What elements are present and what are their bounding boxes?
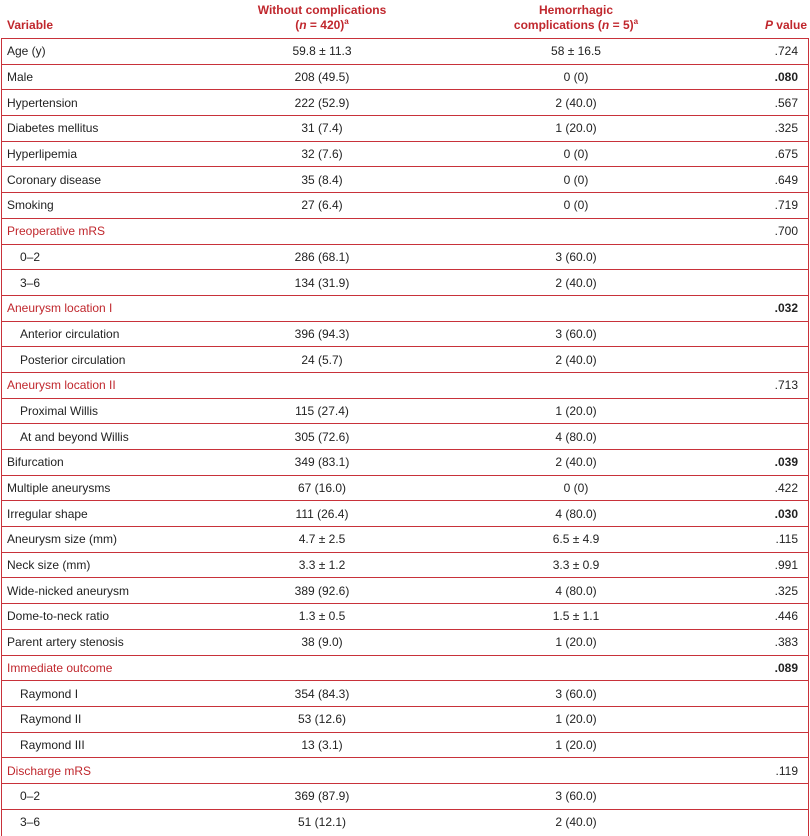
without-complications-value: 32 (7.6) bbox=[301, 147, 343, 162]
p-value: .719 bbox=[774, 198, 798, 213]
p-value: .422 bbox=[774, 481, 798, 496]
without-complications-value: 354 (84.3) bbox=[294, 686, 350, 701]
table-row bbox=[2, 192, 808, 218]
group-size: = 5) bbox=[609, 18, 634, 32]
p-value: .991 bbox=[774, 558, 798, 573]
p-value: .724 bbox=[774, 44, 798, 59]
hemorrhagic-complications-value: 0 (0) bbox=[563, 481, 589, 496]
without-complications-value: 59.8 ± 11.3 bbox=[292, 44, 352, 59]
variable-label: Posterior circulation bbox=[20, 352, 126, 367]
without-complications-value: 349 (83.1) bbox=[294, 455, 350, 470]
p-value: .446 bbox=[774, 609, 798, 624]
table-row bbox=[2, 603, 808, 629]
without-complications-value: 286 (68.1) bbox=[294, 249, 350, 264]
section-label: Aneurysm location I bbox=[7, 301, 113, 316]
variable-label: Proximal Willis bbox=[20, 403, 98, 418]
p-value: .119 bbox=[775, 763, 798, 778]
p-value: .039 bbox=[774, 455, 798, 470]
table-row bbox=[2, 629, 808, 655]
without-complications-value: 53 (12.6) bbox=[297, 712, 347, 727]
hemorrhagic-complications-value: 58 ± 16.5 bbox=[551, 44, 601, 59]
paren-open: ( bbox=[295, 18, 300, 32]
variable-label: Male bbox=[7, 70, 34, 85]
without-complications-value: 134 (31.9) bbox=[294, 275, 350, 290]
hemorrhagic-complications-value: 2 (40.0) bbox=[555, 455, 597, 470]
section-label: Discharge mRS bbox=[7, 763, 92, 778]
without-complications-value: 1.3 ± 0.5 bbox=[298, 609, 346, 624]
header-hemorrhagic-title: Hemorrhagic bbox=[538, 3, 614, 17]
table-row bbox=[2, 141, 808, 167]
table-body bbox=[1, 38, 809, 836]
table-row bbox=[2, 38, 808, 64]
variable-label: Anterior circulation bbox=[20, 326, 120, 341]
hemorrhagic-complications-value: 4 (80.0) bbox=[555, 506, 597, 521]
p-value: .675 bbox=[774, 147, 798, 162]
header-without-complications-title: Without complications bbox=[257, 3, 387, 17]
variable-label: At and beyond Willis bbox=[20, 429, 129, 444]
p-value: .080 bbox=[774, 70, 798, 85]
hemorrhagic-complications-value: 0 (0) bbox=[563, 70, 589, 85]
without-complications-value: 111 (26.4) bbox=[295, 506, 349, 521]
without-complications-value: 67 (16.0) bbox=[297, 481, 347, 496]
variable-label: Diabetes mellitus bbox=[7, 121, 99, 136]
table-row bbox=[2, 577, 808, 603]
variable-label: Hypertension bbox=[7, 95, 78, 110]
footnote-marker: a bbox=[344, 17, 349, 26]
table-section-row bbox=[2, 655, 808, 681]
table-subrow bbox=[2, 732, 808, 758]
hemorrhagic-complications-value: 2 (40.0) bbox=[555, 275, 597, 290]
variable-label: Coronary disease bbox=[7, 172, 102, 187]
without-complications-value: 3.3 ± 1.2 bbox=[298, 558, 346, 573]
table-subrow bbox=[2, 321, 808, 347]
table-subrow bbox=[2, 269, 808, 295]
table-subrow bbox=[2, 398, 808, 424]
p-value: .567 bbox=[774, 95, 798, 110]
variable-label: Aneurysm size (mm) bbox=[7, 532, 118, 547]
hemorrhagic-complications-value: 6.5 ± 4.9 bbox=[552, 532, 600, 547]
group-size: = 420) bbox=[306, 18, 345, 32]
table-row bbox=[2, 64, 808, 90]
p-value: .383 bbox=[774, 635, 798, 650]
without-complications-value: 51 (12.1) bbox=[297, 814, 347, 829]
hemorrhagic-complications-value: 0 (0) bbox=[563, 198, 589, 213]
hemorrhagic-complications-value: 1 (20.0) bbox=[555, 403, 597, 418]
table-row bbox=[2, 89, 808, 115]
without-complications-value: 38 (9.0) bbox=[301, 635, 343, 650]
without-complications-value: 369 (87.9) bbox=[294, 789, 350, 804]
without-complications-value: 27 (6.4) bbox=[301, 198, 343, 213]
table-row bbox=[2, 115, 808, 141]
without-complications-value: 13 (3.1) bbox=[301, 737, 343, 752]
n-symbol: n bbox=[299, 18, 307, 32]
without-complications-value: 396 (94.3) bbox=[294, 326, 350, 341]
n-symbol: n bbox=[601, 18, 610, 32]
variable-label: 3–6 bbox=[20, 275, 41, 290]
variable-label: 0–2 bbox=[20, 789, 41, 804]
section-label: Preoperative mRS bbox=[7, 224, 106, 239]
hemorrhagic-complications-value: 3.3 ± 0.9 bbox=[552, 558, 600, 573]
p-value: .700 bbox=[774, 224, 798, 239]
variable-label: Irregular shape bbox=[7, 506, 88, 521]
without-complications-value: 222 (52.9) bbox=[294, 95, 350, 110]
title-continued: complications ( bbox=[513, 18, 602, 32]
hemorrhagic-complications-value: 1 (20.0) bbox=[555, 635, 597, 650]
variable-label: Raymond III bbox=[20, 737, 85, 752]
hemorrhagic-complications-value: 1 (20.0) bbox=[555, 737, 597, 752]
variable-label: Parent artery stenosis bbox=[7, 635, 124, 650]
variable-label: 0–2 bbox=[20, 249, 41, 264]
p-value-label: value bbox=[772, 18, 807, 32]
header-p-value bbox=[765, 18, 807, 32]
header-variable: Variable bbox=[7, 18, 54, 32]
table-subrow bbox=[2, 244, 808, 270]
table-row bbox=[2, 475, 808, 501]
hemorrhagic-complications-value: 3 (60.0) bbox=[555, 249, 597, 264]
table-subrow bbox=[2, 423, 808, 449]
hemorrhagic-complications-value: 1.5 ± 1.1 bbox=[552, 609, 600, 624]
table-row bbox=[2, 526, 808, 552]
table-section-row bbox=[2, 757, 808, 783]
without-complications-value: 208 (49.5) bbox=[294, 70, 350, 85]
table-row bbox=[2, 449, 808, 475]
hemorrhagic-complications-value: 1 (20.0) bbox=[555, 712, 597, 727]
table-section-row bbox=[2, 372, 808, 398]
variable-label: Bifurcation bbox=[7, 455, 64, 470]
without-complications-value: 35 (8.4) bbox=[301, 172, 343, 187]
hemorrhagic-complications-value: 3 (60.0) bbox=[555, 326, 597, 341]
p-value: .089 bbox=[774, 660, 798, 675]
hemorrhagic-complications-value: 0 (0) bbox=[563, 172, 589, 187]
p-symbol: P bbox=[764, 18, 773, 32]
p-value: .030 bbox=[774, 506, 798, 521]
header-hemorrhagic-count bbox=[476, 18, 676, 32]
p-value: .325 bbox=[774, 121, 798, 136]
p-value: .713 bbox=[774, 378, 798, 393]
p-value: .649 bbox=[774, 172, 798, 187]
table-row bbox=[2, 552, 808, 578]
variable-label: Multiple aneurysms bbox=[7, 481, 111, 496]
variable-label: Smoking bbox=[7, 198, 54, 213]
variable-label: 3–6 bbox=[20, 814, 41, 829]
without-complications-value: 115 (27.4) bbox=[295, 403, 349, 418]
variable-label: Wide-nicked aneurysm bbox=[7, 583, 130, 598]
section-label: Immediate outcome bbox=[7, 660, 113, 675]
table-row bbox=[2, 500, 808, 526]
without-complications-value: 24 (5.7) bbox=[301, 352, 343, 367]
p-value: .325 bbox=[774, 583, 798, 598]
table-subrow bbox=[2, 680, 808, 706]
without-complications-value: 4.7 ± 2.5 bbox=[298, 532, 346, 547]
table-section-row bbox=[2, 295, 808, 321]
hemorrhagic-complications-value: 3 (60.0) bbox=[555, 789, 597, 804]
p-value: .115 bbox=[775, 532, 798, 547]
variable-label: Age (y) bbox=[7, 44, 46, 59]
hemorrhagic-complications-value: 2 (40.0) bbox=[555, 95, 597, 110]
hemorrhagic-complications-value: 4 (80.0) bbox=[555, 583, 597, 598]
hemorrhagic-complications-value: 3 (60.0) bbox=[555, 686, 597, 701]
without-complications-value: 305 (72.6) bbox=[294, 429, 350, 444]
variable-label: Neck size (mm) bbox=[7, 558, 91, 573]
table-section-row bbox=[2, 218, 808, 244]
section-label: Aneurysm location II bbox=[7, 378, 116, 393]
variable-label: Hyperlipemia bbox=[7, 147, 78, 162]
table-row bbox=[2, 166, 808, 192]
header-without-complications-count bbox=[222, 18, 422, 32]
hemorrhagic-complications-value: 1 (20.0) bbox=[555, 121, 597, 136]
variable-label: Raymond II bbox=[20, 712, 82, 727]
table-subrow bbox=[2, 809, 808, 835]
p-value: .032 bbox=[774, 301, 798, 316]
table-subrow bbox=[2, 346, 808, 372]
variable-label: Dome-to-neck ratio bbox=[7, 609, 110, 624]
hemorrhagic-complications-value: 0 (0) bbox=[563, 147, 589, 162]
without-complications-value: 31 (7.4) bbox=[301, 121, 343, 136]
table-subrow bbox=[2, 783, 808, 809]
table-subrow bbox=[2, 706, 808, 732]
hemorrhagic-complications-value: 2 (40.0) bbox=[555, 352, 597, 367]
variable-label: Raymond I bbox=[20, 686, 79, 701]
table-header bbox=[0, 0, 810, 38]
footnote-marker: a bbox=[633, 17, 639, 26]
without-complications-value: 389 (92.6) bbox=[294, 583, 350, 598]
hemorrhagic-complications-value: 2 (40.0) bbox=[555, 814, 597, 829]
hemorrhagic-complications-value: 4 (80.0) bbox=[555, 429, 597, 444]
